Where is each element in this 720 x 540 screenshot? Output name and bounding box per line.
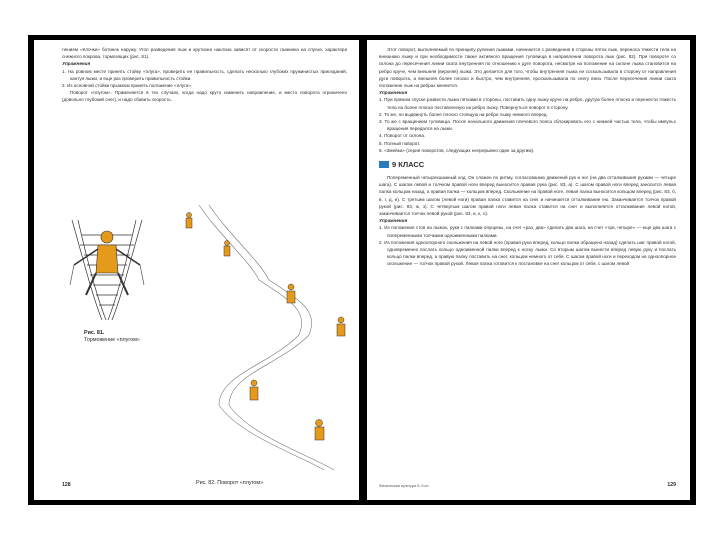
figure-81-label: Рис. 81. (84, 330, 105, 336)
grade-marker-icon (379, 161, 389, 168)
page-number: 129 (667, 482, 676, 488)
exercise-item: 1. Из положения стоя на лыжах, руки с палками опущены, на счет «раз, два» сделать два шага, на счет «три, четыре» — еще два шага с попеременными толчками одноименными палками. (379, 225, 676, 238)
exercise-item: 1. При прямом спуске развести лыжи пятками в стороны, поставить одну лыжу круче на ребро, другую более плоско и перенести тяжесть тела на более плоско поставленную на ребро лыжу. Повернуться поворот в сторону. (379, 97, 676, 110)
exercise-item: 1. На ровном месте принять стойку «плуга», проверить ее правильность, сделать несколько глубоких пружинистых приседаний, кантуя лыжи, и еще раз проверить правильность стойки. (62, 68, 347, 81)
paragraph: Этот поворот, выполняемый по принципу руления лыжами, начинается с разведения в стороны пяток лыж, переноса тяжести тела на внешнюю лыжу и при необходимости также активного вращения туловища в направлении поворота лыж (рис. 82). При повороте со склона до пересечения линии ската внутренняя по отношению к дуге поворота, несмотря на положение на склоне лыжа становится на ребро круче, чем внешняя (верхняя) лыжа. Это делается для того, чтобы внутренняя лыжа не соскальзывала в сторону от направления дуги поворота, а внешняя более плоско и быстро, чем внутренняя, проскальзывала по снегу вниз. После пересечения линии ската положение лыж на ребрах меняется. (379, 47, 676, 89)
right-page-text (379, 46, 676, 268)
paragraph: Поворот «плугом». Применяется в тех случаях, когда надо круто изменить направление, и место поворота ограничено (довольно глубокий снег), и надо сбавить скорость. (62, 90, 347, 103)
exercise-item: 5. Полный поворот. (379, 140, 421, 146)
paragraph: лением «ёлочки» ботинок наружу. Угол разведения лыж и крутизна наклона зависят от скорости лыжника на спуске, характера снежного покрова, тормозящих (рис. 81). (62, 47, 347, 60)
exercise-item: 2. Из основной стойки прыжком принять положение «плуга». (62, 83, 193, 89)
exercises-heading: Упражнения (62, 61, 91, 67)
exercises-heading: Упражнения (379, 90, 408, 96)
grade-heading (379, 160, 676, 170)
exercise-item: 2. Из положения одноопорного скольжения на левой ноге (правая рука вперед, кольцо палки обращено назад) сделать шаг правой ногой, одновременно послать кольцо одноименной палки вперед к носку лыжи. Со вторым шагом вынести вперед левую руку и послать кольцо палки вперед, а правую палку поставить на снег, кольцом немного от себя. С шагом правой ноги и переходом на одноопорное скольжение — толчок правой рукой. Левая палка готовится к постановке на снег кольцом от себя, с шагом левой (379, 239, 676, 267)
exercise-item: 4. Поворот от склона. (379, 133, 426, 139)
right-page (367, 40, 690, 500)
exercise-item: 3. То же с вращением туловища. После начального движения плечевого пояса сблокировать его с нижней частью тела, чтобы импульс вращения передался на лыжи. (379, 119, 676, 132)
paragraph: Попеременный четырехшажный ход. Он сложен по ритму, согласованию движений рук и ног (на два отталкивания руками — четыре шага). С шагом левой и толчком правой ноги вперед выносится правая рука (рис. 83, а). С шагом правой ноги вперед заносится левая палка кольцом назад, а правая палка — кольцом вперед. Скольжение на правой ноге, левая палка выносится кольцом вперед (рис. 83, б, в, г, д, е). С третьим шагом (левой ноги) правая палка ставится на снег и начинается отталкивание ею. Заканчивается толчок правой рукой (рис. 83, ж, з). С четвертым шагом правой ноги левая палка ставится на снег и выполняется отталкивание левой ногой, заканчивается толчок левой рукой (рис. 83, и, к, л). (379, 175, 676, 217)
figure-81-title: Торможение «плугом» (84, 337, 140, 343)
grade-title: 9 КЛАСС (392, 160, 425, 170)
exercise-item: 6. «Змейка» (серия поворотов, следующих непрерывно один за другим). (379, 147, 535, 153)
footnote: Физическая культура 5–9 кл. (379, 484, 430, 488)
exercise-item: 2. То же, но выдвинуть более плоско стоящую на ребре лыжу немного вперед. (379, 111, 548, 117)
document-viewer (28, 35, 696, 505)
page-number: 128 (62, 482, 71, 488)
figure-82-illustration (179, 205, 354, 475)
left-page-text (62, 46, 347, 104)
exercises-heading: Упражнения (379, 218, 408, 224)
figure-82-caption: Рис. 82. Поворот «плугом» (196, 480, 264, 486)
figure-81-caption (84, 330, 140, 344)
left-page (34, 40, 359, 500)
figure-81-illustration (52, 215, 162, 325)
